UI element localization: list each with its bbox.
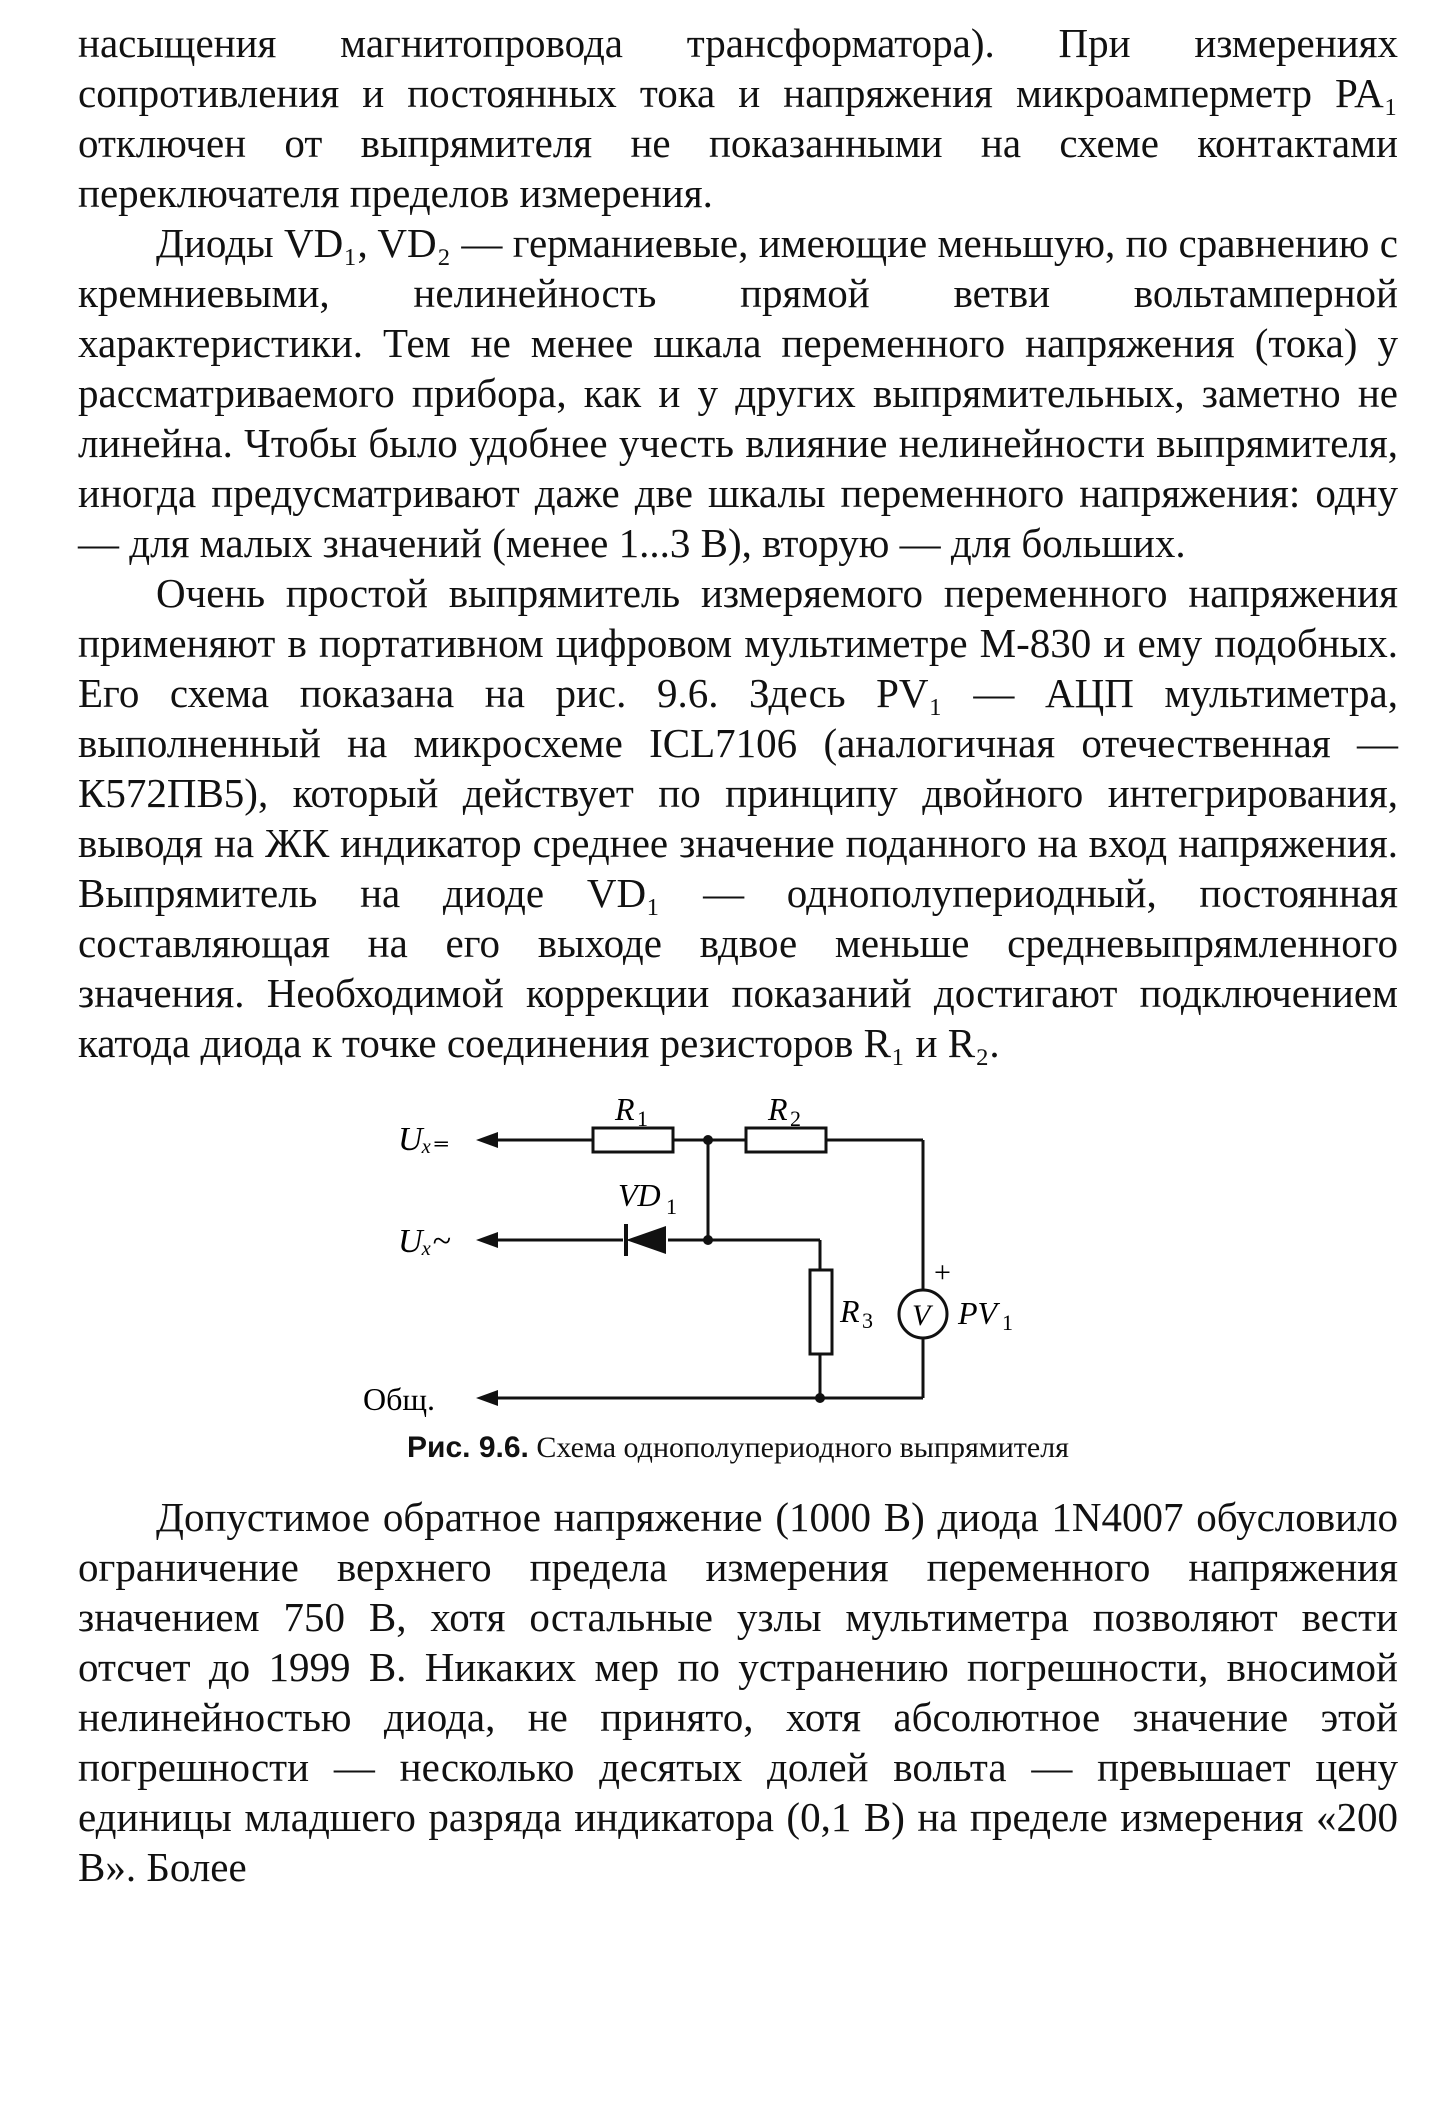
label-ux-dc: Uₓ₌ [398,1121,451,1158]
label-r3: R [840,1293,860,1329]
resistor-r1 [593,1128,673,1152]
label-plus: + [934,1256,951,1289]
label-common: Общ. [363,1381,436,1417]
label-vd1: VD [618,1177,661,1213]
label-meter-symbol: V [912,1299,931,1332]
diode-vd1 [626,1226,666,1254]
label-r1-sub: 1 [637,1106,648,1131]
paragraph: Допустимое обратное напряжение (1000 В) диода 1N4007 обусловило ограничение верхнего предела измерения переменного напряжения значением 750 В, хотя остальные узлы мультиметра позволяют вести отсчет до 1999 В. Никаких мер по устранению погрешности, вносимой нелинейностью диода, не принято, хотя абсолютное значение этой погрешности — несколько десятых долей вольта — превышает цену единицы младшего разряда индикатора (0,1 В) на пределе измерения «200 В». Более [78,1494,1398,1890]
resistor-r3 [810,1270,832,1354]
label-ux-ac: Uₓ~ [398,1223,451,1260]
caption-text: Схема однополупериодного выпрямителя [528,1431,1069,1464]
resistor-r2 [746,1128,826,1152]
label-r3-sub: 3 [862,1308,873,1333]
label-pv1-sub: 1 [1002,1310,1013,1335]
circuit-figure [78,1078,1398,1468]
label-r2-sub: 2 [790,1106,801,1131]
text-block-top [78,18,1398,1068]
figure-caption [78,1430,1398,1466]
caption-number: Рис. 9.6. [407,1431,529,1464]
label-r2: R [768,1091,788,1127]
paragraph: Очень простой выпрямитель измеряемого переменного напряжения применяют в портативном цифровом мультиметре М-830 и ему подобных. Его схема показана на рис. 9.6. Здесь PV₁ — АЦП мультиметра, выполненный на микросхеме ICL7106 (аналогичная отечественная — К572ПВ5), который действует по принципу двойного интегрирования, выводя на ЖК индикатор среднее значение поданного на вход напряжения. Выпрямитель на диоде VD₁ — однополупериодный, постоянная составляющая на его выходе вдвое меньше средневыпрямленного значения. Необходимой коррекции показаний достигают подключением катода диода к точке соединения резисторов R₁ и R₂. [78,570,1398,1066]
label-pv1: PV [958,1295,998,1331]
paragraph: Диоды VD₁, VD₂ — германиевые, имеющие меньшую, по сравнению с кремниевыми, нелинейность прямой ветви вольтамперной характеристики. Тем не менее шкала переменного напряжения (тока) у рассматриваемого прибора, как и у других выпрямительных, заметно не линейна. Чтобы было удобнее учесть влияние нелинейности выпрямителя, иногда предусматривают даже две шкалы переменного напряжения: одну — для малых значений (менее 1...3 В), вторую — для больших. [78,220,1398,566]
label-vd1-sub: 1 [666,1194,677,1219]
text-block-bottom [78,1492,1398,1892]
label-r1: R [615,1091,635,1127]
paragraph: насыщения магнитопровода трансформатора). При измерениях сопротивления и постоянных тока и напряжения микроамперметр PA₁ отключен от выпрямителя не показанными на схеме контактами переключателя пределов измерения. [78,20,1398,216]
document-page [78,18,1398,1892]
circuit-diagram [78,1078,1398,1428]
